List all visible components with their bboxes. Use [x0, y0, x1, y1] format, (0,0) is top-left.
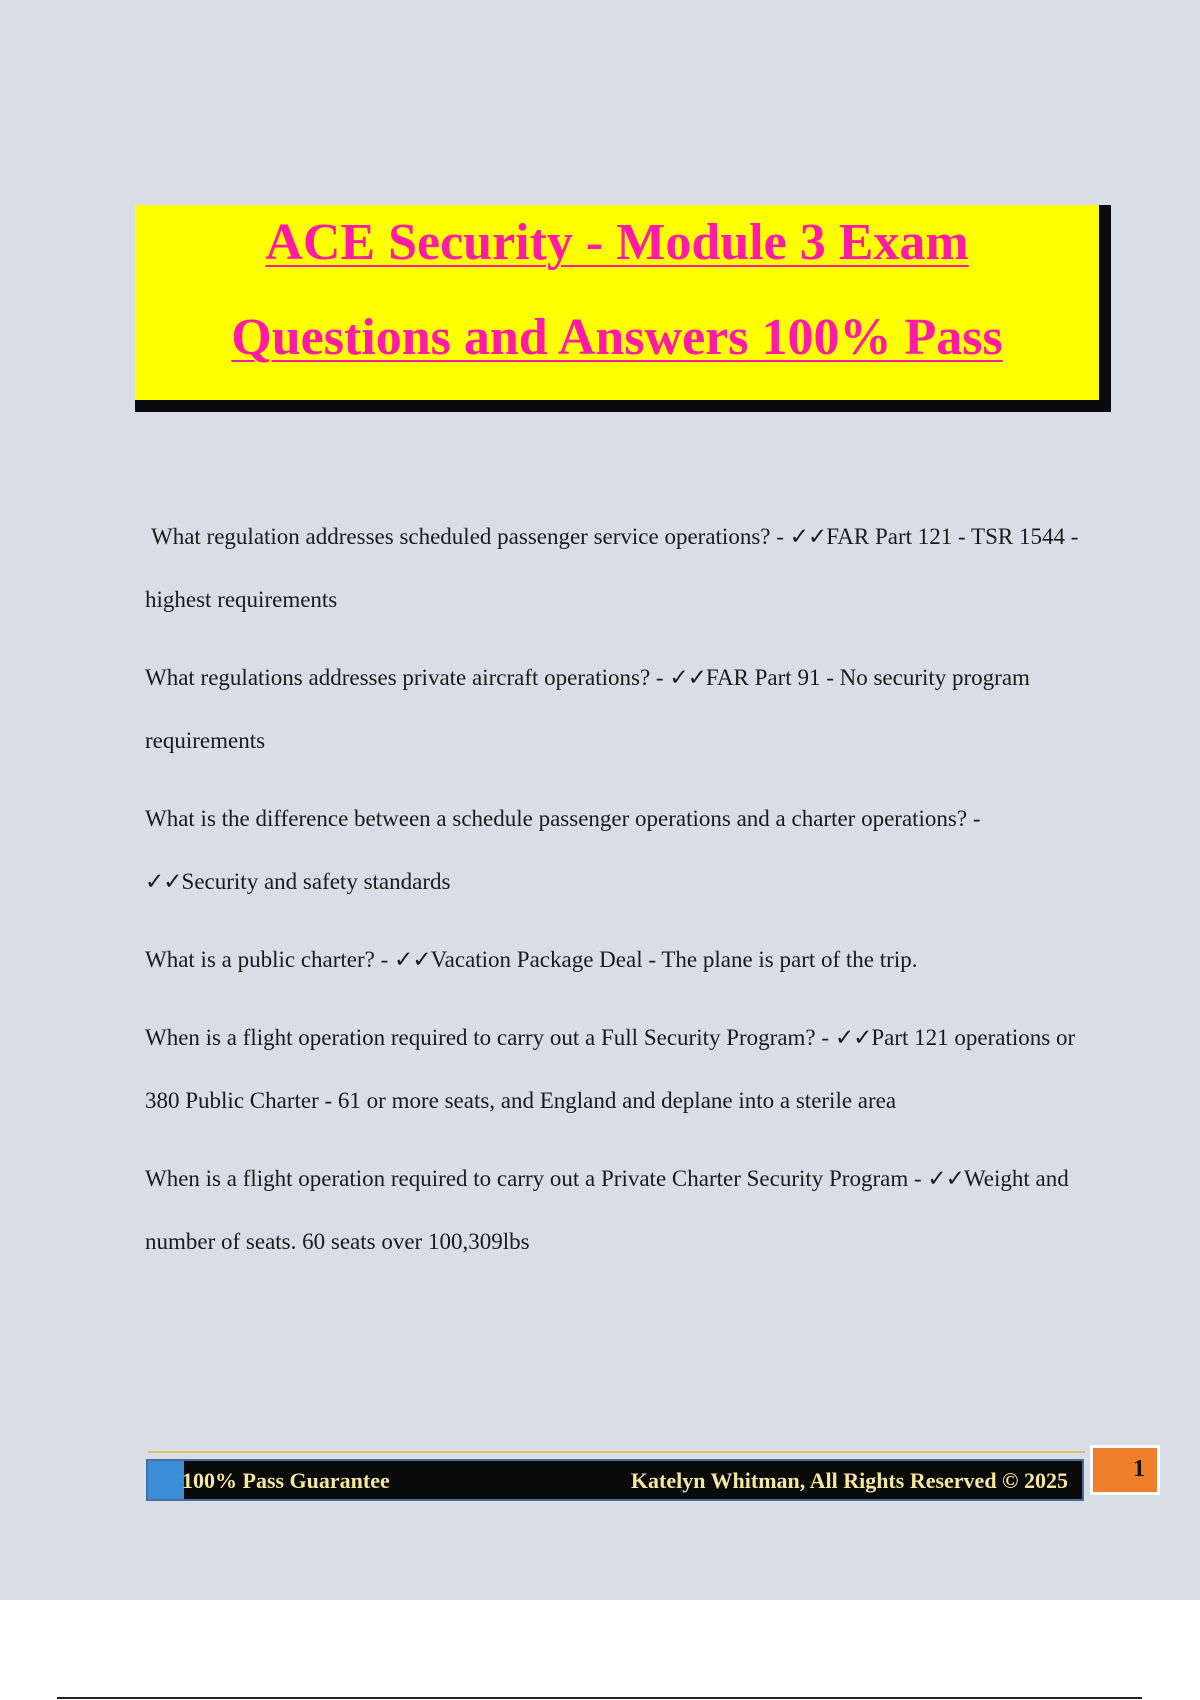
- double-check-icon: ✓✓: [927, 1166, 964, 1191]
- footer-divider: [148, 1451, 1085, 1453]
- qa-item: [145, 787, 1090, 913]
- qa-item: [145, 928, 1090, 991]
- question-text: What regulations addresses private aircraft operations? -: [145, 665, 670, 690]
- qa-list: [145, 505, 1090, 1288]
- qa-item: [145, 1006, 1090, 1132]
- footer-accent: [148, 1461, 184, 1499]
- answer-text: Security and safety standards: [181, 869, 451, 894]
- double-check-icon: ✓✓: [669, 665, 706, 690]
- question-text: When is a flight operation required to carry out a Full Security Program? -: [145, 1025, 835, 1050]
- qa-item: [145, 505, 1090, 631]
- double-check-icon: ✓✓: [394, 947, 431, 972]
- answer-text: Weight and number of seats. 60 seats over 100,309lbs: [145, 1166, 1069, 1254]
- question-text: What is the difference between a schedule passenger operations and a charter operations? -: [145, 806, 981, 831]
- answer-text: Vacation Package Deal - The plane is part of the trip.: [430, 947, 918, 972]
- title-banner: [135, 205, 1111, 412]
- double-check-icon: ✓✓: [834, 1025, 872, 1050]
- answer-text: Part 121 operations or 380 Public Charter - 61 or more seats, and England and deplane into a sterile area: [145, 1025, 1076, 1113]
- qa-item: [145, 646, 1090, 772]
- qa-item: [145, 1147, 1090, 1273]
- answer-text: FAR Part 121 - TSR 1544 - highest requirements: [145, 524, 1079, 612]
- footer-copyright: Katelyn Whitman, All Rights Reserved © 2025: [630, 1468, 1068, 1493]
- answer-text: FAR Part 91 - No security program requirements: [145, 665, 1030, 753]
- footer-bar: [146, 1459, 1084, 1501]
- footer-guarantee: 100% Pass Guarantee: [182, 1468, 390, 1493]
- question-text: What regulation addresses scheduled passenger service operations? -: [151, 524, 790, 549]
- bottom-divider: [57, 1697, 1142, 1699]
- question-text: When is a flight operation required to carry out a Private Charter Security Program -: [145, 1166, 928, 1191]
- title-line-1: ACE Security - Module 3 Exam: [265, 214, 969, 271]
- title-line-2: Questions and Answers 100% Pass: [231, 309, 1003, 366]
- double-check-icon: ✓✓: [789, 524, 827, 549]
- double-check-icon: ✓✓: [145, 869, 182, 894]
- question-text: What is a public charter? -: [145, 947, 395, 972]
- page-number: 1: [1090, 1445, 1160, 1495]
